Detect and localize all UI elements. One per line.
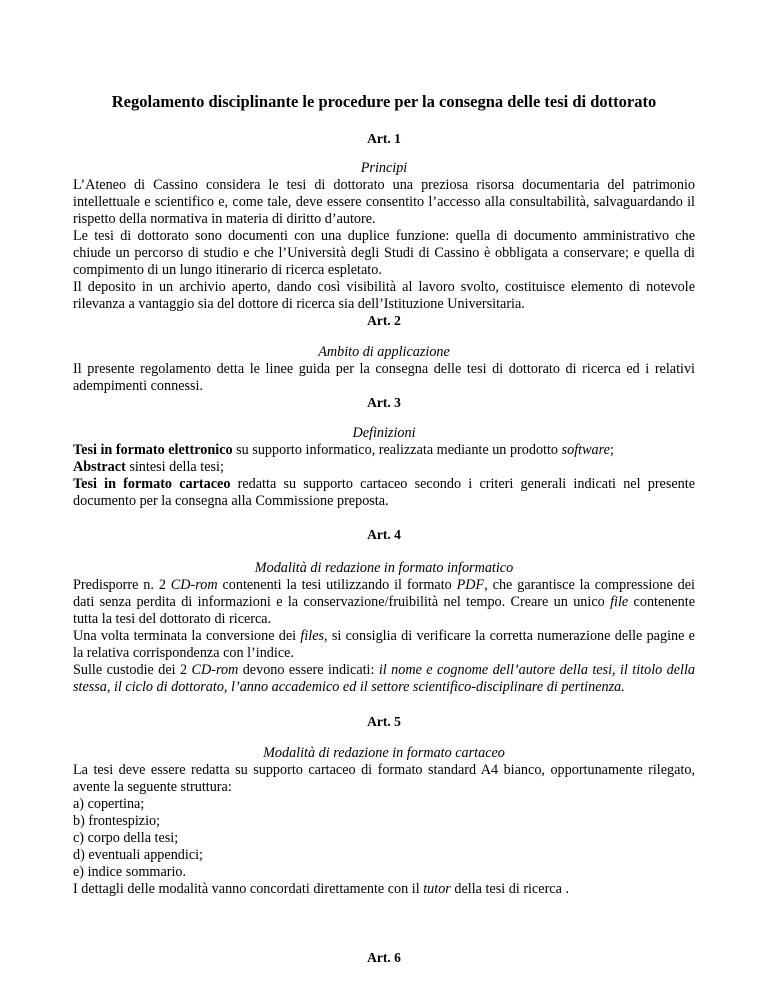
article-5-paragraph-2: I dettagli delle modalità vanno concordati direttamente con il tutor della tesi di ricerca . [73, 881, 569, 897]
article-3-definition-1: Tesi in formato elettronico su supporto informatico, realizzata mediante un prodotto software; [73, 442, 614, 458]
article-3 [73, 394, 695, 510]
article-6 [73, 949, 695, 967]
article-4-paragraph-1: Predisporre n. 2 CD-rom contenenti la tesi utilizzando il formato PDF, che garantisce la compressione dei dati senza perdita di informazioni e la conservazione/fruibilità nel tempo. Creare un unico file contenente tutta la tesi del dottorato di ricerca. [73, 577, 695, 627]
article-4-paragraph-3: Sulle custodie dei 2 CD-rom devono essere indicati: il nome e cognome dell’autore della tesi, il titolo della stessa, il ciclo di dottorato, l’anno accademico ed il settore scientifico-disciplinare di pertinenza. [73, 662, 696, 695]
list-item: e) indice sommario. [73, 864, 187, 880]
definition-term-electronic: Tesi in formato elettronico [73, 442, 233, 458]
article-1-heading: Art. 1 [367, 131, 401, 146]
article-4 [73, 526, 695, 696]
article-6-heading: Art. 6 [367, 950, 401, 965]
article-5-paragraph-1: La tesi deve essere redatta su supporto cartaceo di formato standard A4 bianco, opportunamente rilegato, avente la seguente struttura: [73, 762, 695, 795]
article-5-subtitle: Modalità di redazione in formato cartaceo [263, 745, 505, 761]
list-item: c) corpo della tesi; [73, 830, 179, 846]
article-2-subtitle: Ambito di applicazione [318, 344, 450, 360]
article-4-subtitle: Modalità di redazione in formato informatico [254, 560, 514, 576]
article-5-heading: Art. 5 [367, 714, 401, 729]
article-2 [73, 312, 695, 395]
article-3-definition-3: Tesi in formato cartaceo redatta su supporto cartaceo secondo i criteri generali indicati nel presente documento per la consegna alla Commissione preposta. [73, 476, 696, 509]
article-3-heading: Art. 3 [367, 395, 401, 410]
article-2-heading: Art. 2 [367, 313, 401, 328]
article-4-paragraph-2: Una volta terminata la conversione dei files, si consiglia di verificare la corretta numerazione delle pagine e la relativa corrispondenza con l’indice. [73, 628, 695, 661]
article-1-subtitle: Principi [360, 160, 408, 176]
definition-term-abstract: Abstract [73, 459, 126, 475]
definition-term-paper: Tesi in formato cartaceo [73, 476, 231, 492]
article-3-subtitle: Definizioni [352, 425, 416, 441]
article-3-definition-2: Abstract sintesi della tesi; [73, 459, 224, 475]
article-1-paragraph-3: Il deposito in un archivio aperto, dando così visibilità al lavoro svolto, costituisce elemento di notevole rilevanza a vantaggio sia del dottore di ricerca sia dell’Istituzione Universitaria. [73, 279, 695, 312]
list-item: a) copertina; [73, 796, 145, 812]
list-item: d) eventuali appendici; [73, 847, 204, 863]
article-1 [73, 130, 695, 313]
article-4-heading: Art. 4 [367, 527, 401, 542]
article-5 [73, 713, 695, 898]
document-title: Regolamento disciplinante le procedure per la consegna delle tesi di dottorato [111, 92, 657, 111]
article-2-paragraph-1: Il presente regolamento detta le linee guida per la consegna delle tesi di dottorato di ricerca ed i relativi adempimenti connessi. [73, 361, 695, 394]
article-1-paragraph-1: L’Ateneo di Cassino considera le tesi di dottorato una preziosa risorsa documentaria del patrimonio intellettuale e scientifico e, come tale, deve essere consentito l’accesso alla consultabilità, salvaguardando il rispetto della normativa in materia di diritto d’autore. [73, 177, 695, 227]
list-item: b) frontespizio; [73, 813, 161, 829]
article-1-paragraph-2: Le tesi di dottorato sono documenti con una duplice funzione: quella di documento amministrativo che chiude un percorso di studio e che l’Università degli Studi di Cassino è obbligata a conservare; e quella di compimento di un lungo itinerario di ricerca espletato. [73, 228, 695, 278]
